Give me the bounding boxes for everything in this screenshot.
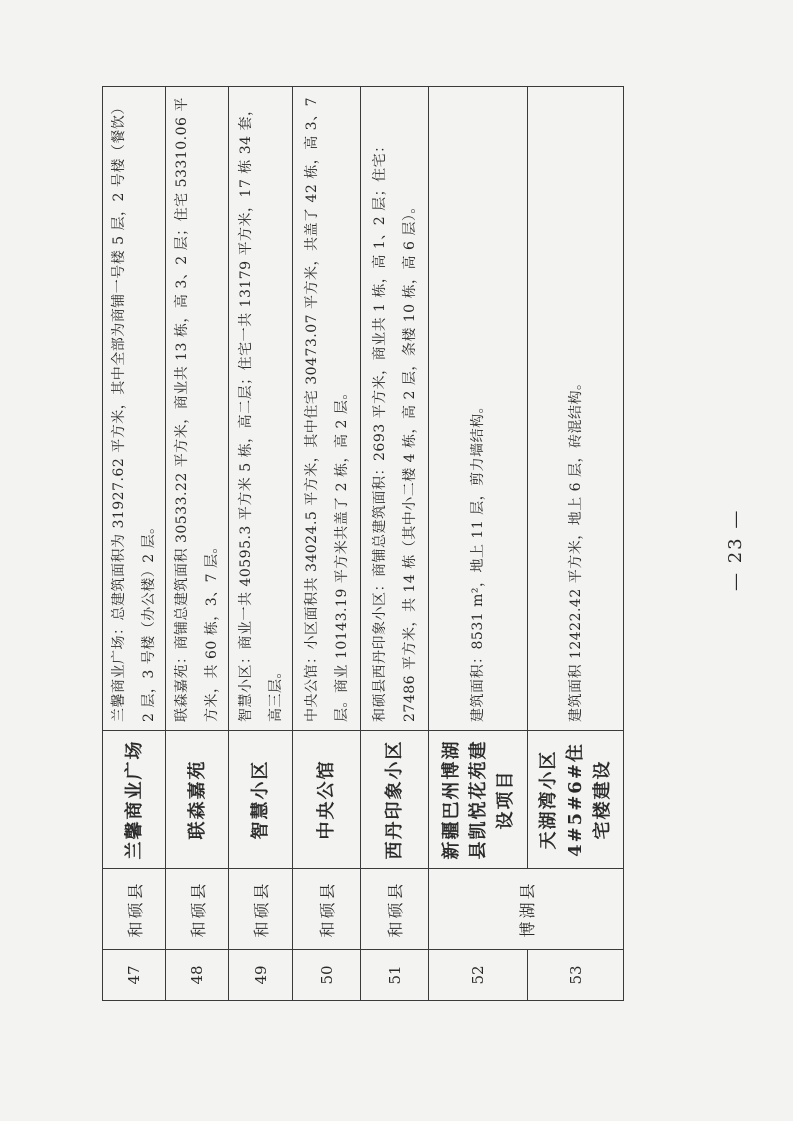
- project-name: 新疆巴州博湖县凯悦花苑建设项目: [429, 731, 528, 869]
- project-name: 兰馨商业广场: [103, 731, 166, 869]
- project-description: 兰馨商业广场：总建筑面积为 31927.62 平方米，其中全部为商铺一号楼 5 层，2 号楼（餐饮）2 层，3 号楼（办公楼）2 层。: [103, 87, 166, 731]
- project-table: [102, 86, 624, 1001]
- row-number: 51: [361, 950, 429, 1001]
- project-name: 联森嘉苑: [166, 731, 229, 869]
- county-cell: 和硕县: [229, 869, 293, 950]
- table-row: [361, 87, 429, 1001]
- table-row: [166, 87, 229, 1001]
- project-name: 中央公馆: [293, 731, 361, 869]
- table-row: [293, 87, 361, 1001]
- row-number: 50: [293, 950, 361, 1001]
- table-row: [103, 87, 166, 1001]
- project-description: 智慧小区：商业一共 40595.3 平方米 5 栋，高二层；住宅一共 13179 平方米，17 栋 34 套，高三层。: [229, 87, 293, 731]
- row-number: 53: [528, 950, 624, 1001]
- page-number: — 23 —: [725, 508, 746, 591]
- project-name: 天湖湾小区 4#5#6#住宅楼建设: [528, 731, 624, 869]
- project-description: 和硕县西丹印象小区：商铺总建筑面积：2693 平方米，商业共 1 栋，高 1、2 层；住宅：27486 平方米，共 14 栋（其中小二楼 4 栋，高 2 层，条楼 10 栋，高 6 层）。: [361, 87, 429, 731]
- row-number: 47: [103, 950, 166, 1001]
- project-description: 联森嘉苑：商铺总建筑面积 30533.22 平方米，商业共 13 栋，高 3、2 层；住宅 53310.06 平方米，共 60 栋，3、7 层。: [166, 87, 229, 731]
- table-row: [429, 87, 528, 1001]
- project-description: 建筑面积 12422.42 平方米，地上 6 层，砖混结构。: [528, 87, 624, 731]
- county-cell: 和硕县: [293, 869, 361, 950]
- project-name: 西丹印象小区: [361, 731, 429, 869]
- table-row: [229, 87, 293, 1001]
- county-cell: 博湖县: [429, 869, 624, 950]
- row-number: 49: [229, 950, 293, 1001]
- county-cell: 和硕县: [361, 869, 429, 950]
- table-row: [528, 87, 624, 1001]
- county-cell: 和硕县: [103, 869, 166, 950]
- project-name: 智慧小区: [229, 731, 293, 869]
- project-description: 建筑面积：8531 m²，地上 11 层，剪力墙结构。: [429, 87, 528, 731]
- county-cell: 和硕县: [166, 869, 229, 950]
- project-description: 中央公馆：小区面积共 34024.5 平方米，其中住宅 30473.07 平方米，共盖了 42 栋，高 3、7 层。商业 10143.19 平方米共盖了 2 栋，高 2 层。: [293, 87, 361, 731]
- row-number: 52: [429, 950, 528, 1001]
- row-number: 48: [166, 950, 229, 1001]
